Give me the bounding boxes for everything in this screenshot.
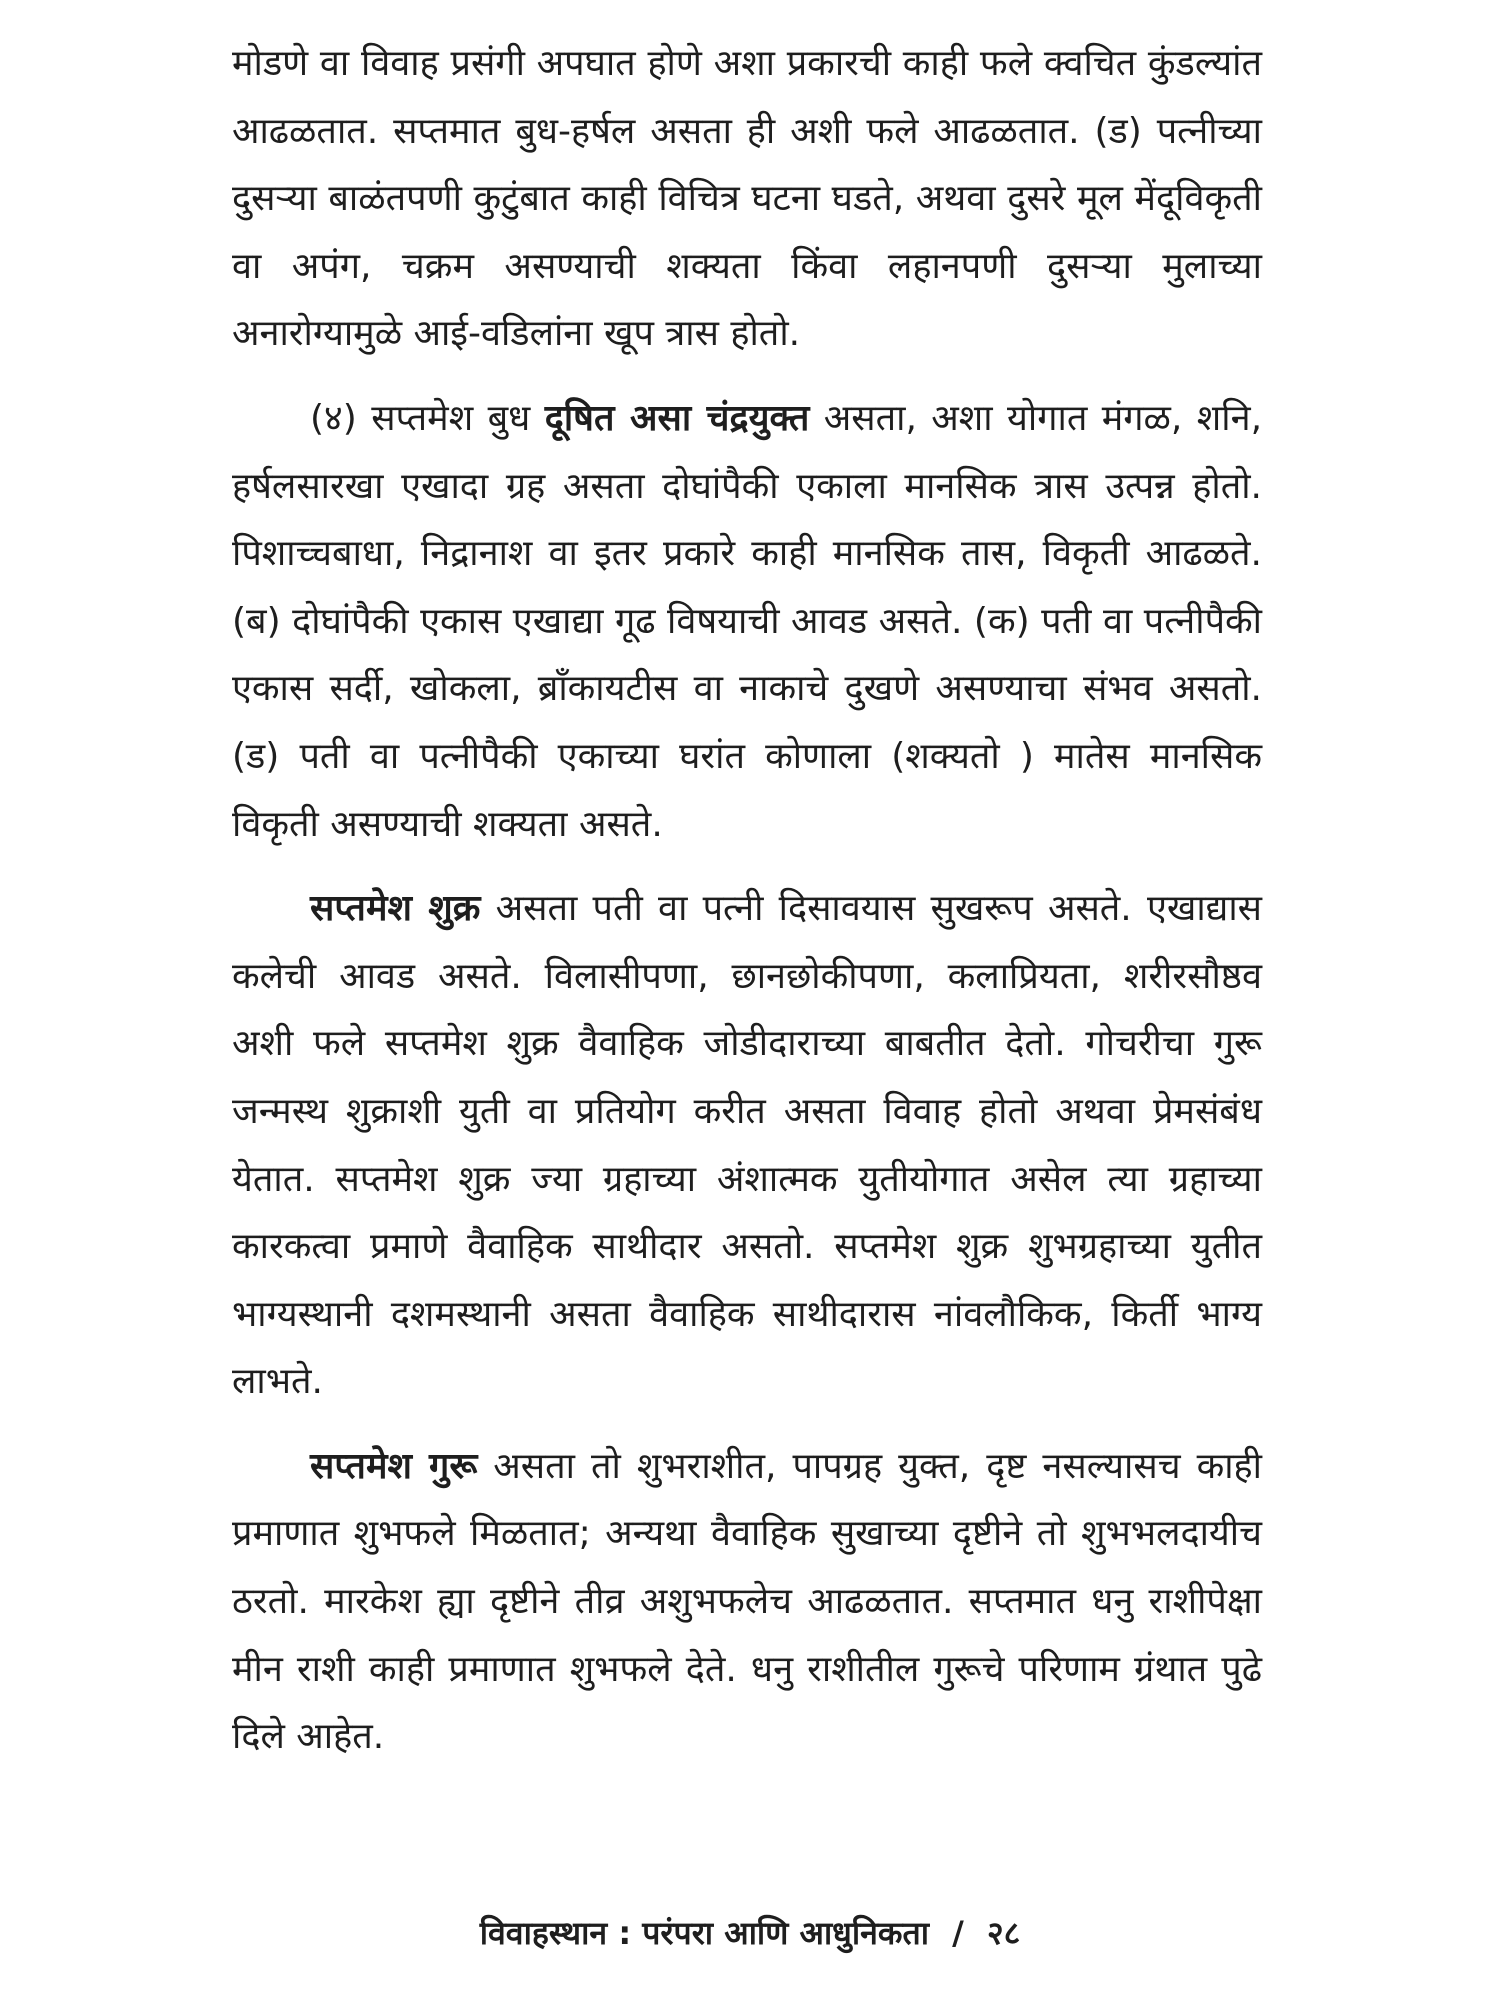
text-run: असता, अशा योगात मंगळ, शनि, हर्षलसारखा एखादा ग्रह असता दोघांपैकी एकाला मानसिक त्रास उत्पन्न होतो. पिशाच्चबाधा, निद्रानाश वा इतर प्रकारे काही मानसिक तास, विकृती आढळते. (ब) दोघांपैकी एकास एखाद्या गूढ विषयाची आवड असते. (क) पती वा पत्नीपैकी एकास सर्दी, खोकला, ब्रॉंकायटीस वा नाकाचे दुखणे असण्याचा संभव असतो. (ड) पती वा पत्नीपैकी एकाच्या घरांत कोणाला (शक्यतो ) मातेस मानसिक विकृती असण्याची शक्यता असते. [232,397,1263,845]
bold-phrase: सप्तमेश गुरू [310,1445,478,1487]
text-run: असता तो शुभराशीत, पापग्रह युक्त, दृष्ट नसल्यासच काही प्रमाणात शुभफले मिळतात; अन्यथा वैवाहिक सुखाच्या दृष्टीने तो शुभभलदायीच ठरतो. मारकेश ह्या दृष्टीने तीव्र अशुभफलेच आढळतात. सप्तमात धनु राशीपेक्षा मीन राशी काही प्रमाणात शुभफले देते. धनु राशीतील गुरूचे परिणाम ग्रंथात पुढे दिले आहेत. [232,1445,1262,1758]
footer-book-title: विवाहस्थान : परंपरा आणि आधुनिकता [479,1914,930,1952]
paragraph [232,1433,1262,1771]
page-footer [0,1908,1500,1958]
footer-page-number: २८ [986,1914,1021,1952]
text-run: असता पती वा पत्नी दिसावयास सुखरूप असते. एखाद्यास कलेची आवड असते. विलासीपणा, छानछोकीपणा, कलाप्रियता, शरीरसौष्ठव अशी फले सप्तमेश शुक्र वैवाहिक जोडीदाराच्या बाबतीत देतो. गोचरीचा गुरू जन्मस्थ शुक्राशी युती वा प्रतियोग करीत असता विवाह होतो अथवा प्रेमसंबंध येतात. सप्तमेश शुक्र ज्या ग्रहाच्या अंशात्मक युतीयोगात असेल त्या ग्रहाच्या कारकत्वा प्रमाणे वैवाहिक साथीदार असतो. सप्तमेश शुक्र शुभग्रहाच्या युतीत भाग्यस्थानी दशमस्थानी असता वैवाहिक साथीदारास नांवलौकिक, किर्ती भाग्य लाभते. [232,888,1262,1403]
footer-separator: / [952,1914,964,1952]
bold-phrase: दूषित असा चंद्रयुक्त [544,397,810,439]
paragraph [232,30,1262,368]
bold-phrase: सप्तमेश शुक्र [310,888,481,930]
text-run: मोडणे वा विवाह प्रसंगी अपघात होणे अशा प्रकारची काही फले क्वचित कुंडल्यांत आढळतात. सप्तमात बुध-हर्षल असता ही अशी फले आढळतात. (ड) पत्नीच्या दुसऱ्या बाळंतपणी कुटुंबात काही विचित्र घटना घडते, अथवा दुसरे मूल मेंदूविकृती वा अपंग, चक्रम असण्याची शक्यता किंवा लहानपणी दुसऱ्या मुलाच्या अनारोग्यामुळे आई-वडिलांना खूप त्रास होतो. [232,43,1262,355]
paragraph [232,385,1262,858]
paragraph [232,875,1262,1416]
text-run: (४) सप्तमेश बुध [310,397,545,439]
body-text [232,30,1262,1788]
